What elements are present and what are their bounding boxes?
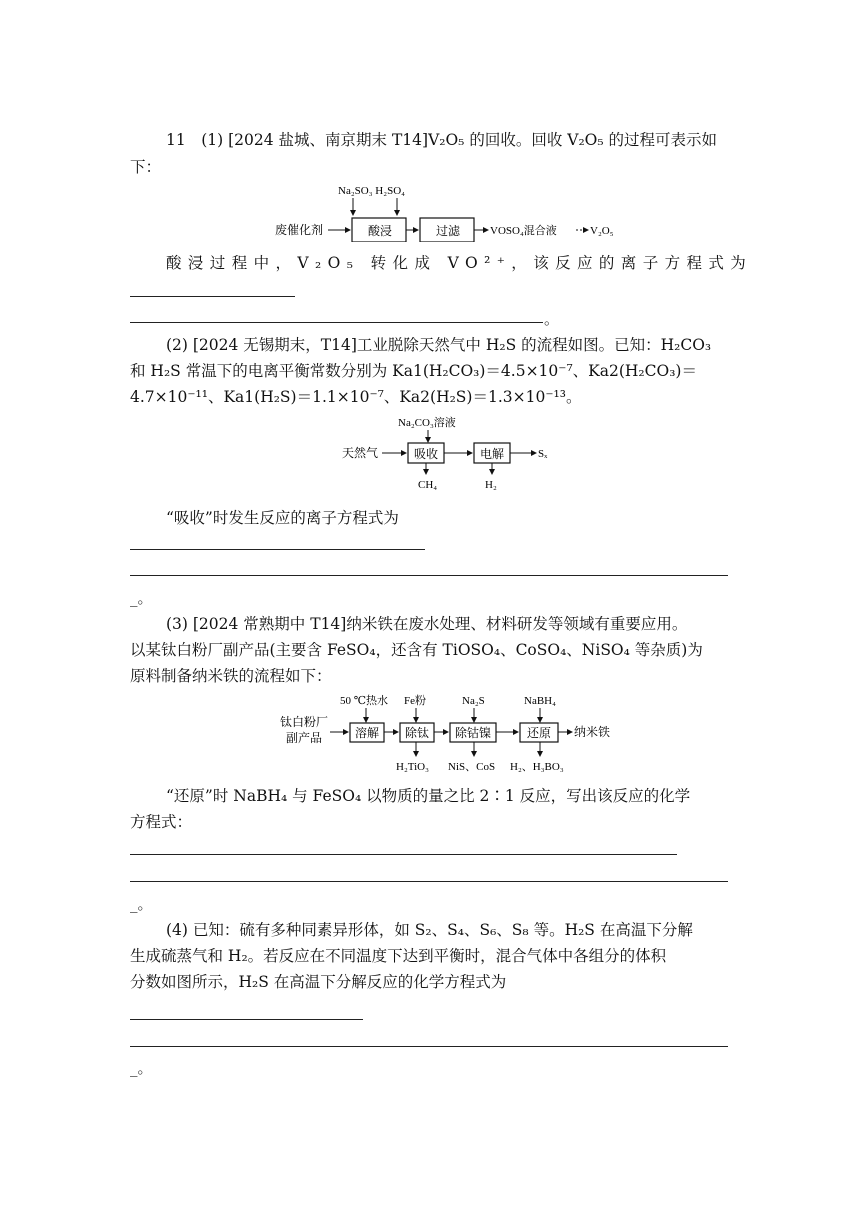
q3-answer-line-2[interactable] xyxy=(130,881,728,882)
q3-flow-box3: 除钴镍 xyxy=(455,726,492,740)
q2-line1: (2) [2024 无锡期末，T14]工业脱除天然气中 H₂S 的流程如图。已知：H₂CO₃ xyxy=(166,336,712,354)
q3-flow-end: 纳米铁 xyxy=(574,725,611,739)
q2-answer-line-1[interactable] xyxy=(130,549,425,550)
q1-flow-box1: 酸浸 xyxy=(368,224,393,238)
q3-flow-in2: Fe粉 xyxy=(404,695,426,707)
q4-answer-line-2[interactable] xyxy=(130,1046,728,1047)
q1-flow-end: V₂O₅ xyxy=(590,225,614,237)
q2-flow-start: 天然气 xyxy=(342,446,379,460)
q2-flow-box2: 电解 xyxy=(480,447,505,461)
q1-flowchart xyxy=(270,180,630,242)
q3-prompt-1: “还原”时 NaBH₄ 与 FeSO₄ 以物质的量之比 2∶1 反应，写出该反应的化学 xyxy=(166,787,691,805)
q1-line1: 11 (1) [2024 盐城、南京期末 T14]V₂O₅ 的回收。回收 V₂O₅ 的过程可表示如 xyxy=(166,131,718,149)
q3-line2: 以某钛白粉厂副产品(主要含 FeSO₄，还含有 TiOSO₄、CoSO₄、NiSO₄ 等杂质)为 xyxy=(130,641,703,659)
q2-flow-box1: 吸收 xyxy=(414,447,439,461)
q1-line2: 下： xyxy=(130,158,162,176)
q2-end-mark: _。 xyxy=(130,589,153,607)
q2-line2: 和 H₂S 常温下的电离平衡常数分别为 Ka1(H₂CO₃)＝4.5×10⁻⁷、Ka2(H₂CO₃)＝ xyxy=(130,362,697,380)
q2-flow-end: Sₓ xyxy=(538,448,548,460)
q3-flow-in1: 50 ℃热水 xyxy=(340,695,389,707)
q3-flow-start-a: 钛白粉厂 xyxy=(280,715,329,729)
q1-flow-box2: 过滤 xyxy=(436,224,461,238)
q3-line1: (3) [2024 常熟期中 T14]纳米铁在废水处理、材料研发等领域有重要应用。 xyxy=(166,615,688,633)
q1-flow-start: 废催化剂 xyxy=(275,223,324,237)
q2-line3: 4.7×10⁻¹¹、Ka1(H₂S)＝1.1×10⁻⁷、Ka2(H₂S)＝1.3×10⁻¹³。 xyxy=(130,388,582,406)
q1-flow-reagents: Na₂SO₃ H₂SO₄ xyxy=(338,185,405,197)
q3-flow-in4: NaBH₄ xyxy=(524,695,556,707)
q3-flow-out2: NiS、CoS xyxy=(448,761,496,773)
q1-end-mark: 。 xyxy=(544,310,560,328)
q1-prompt: 酸浸过程中，V₂O₅ 转化成 VO²⁺，该反应的离子方程式为 xyxy=(166,254,753,272)
q3-flow-box2: 除钛 xyxy=(405,726,430,740)
q4-line3: 分数如图所示，H₂S 在高温下分解反应的化学方程式为 xyxy=(130,973,507,991)
q3-flow-out1: H₂TiO₃ xyxy=(396,761,429,773)
q2-answer-line-2[interactable] xyxy=(130,575,728,576)
q2-flowchart xyxy=(340,412,560,494)
q1-answer-line-2[interactable] xyxy=(130,322,543,323)
q3-answer-line-1[interactable] xyxy=(130,854,677,855)
q3-flow-out3: H₂、H₃BO₃ xyxy=(510,761,564,773)
q3-end-mark: _。 xyxy=(130,895,153,913)
q3-flow-start-b: 副产品 xyxy=(286,731,323,745)
q2-flow-reagent: Na₂CO₃溶液 xyxy=(398,417,456,429)
q3-flow-box1: 溶解 xyxy=(355,726,380,740)
q4-line2: 生成硫蒸气和 H₂。若反应在不同温度下达到平衡时，混合气体中各组分的体积 xyxy=(130,947,667,965)
q1-answer-line-1[interactable] xyxy=(130,296,295,297)
q3-prompt-2: 方程式： xyxy=(130,813,193,831)
q2-prompt: “吸收”时发生反应的离子方程式为 xyxy=(166,509,399,527)
q3-line3: 原料制备纳米铁的流程如下： xyxy=(130,667,332,685)
q3-flow-box4: 还原 xyxy=(527,726,552,740)
q4-answer-line-1[interactable] xyxy=(130,1019,363,1020)
q2-flow-out2: H₂ xyxy=(485,479,497,491)
q3-flowchart xyxy=(278,690,628,776)
q4-line1: (4) 已知：硫有多种同素异形体，如 S₂、S₄、S₆、S₈ 等。H₂S 在高温下分解 xyxy=(166,921,693,939)
q4-end-mark: _。 xyxy=(130,1059,153,1077)
q2-flow-out1: CH₄ xyxy=(418,479,438,491)
q3-flow-in3: Na₂S xyxy=(462,695,485,707)
q1-flow-mid: VOSO₄混合液 xyxy=(490,225,557,237)
